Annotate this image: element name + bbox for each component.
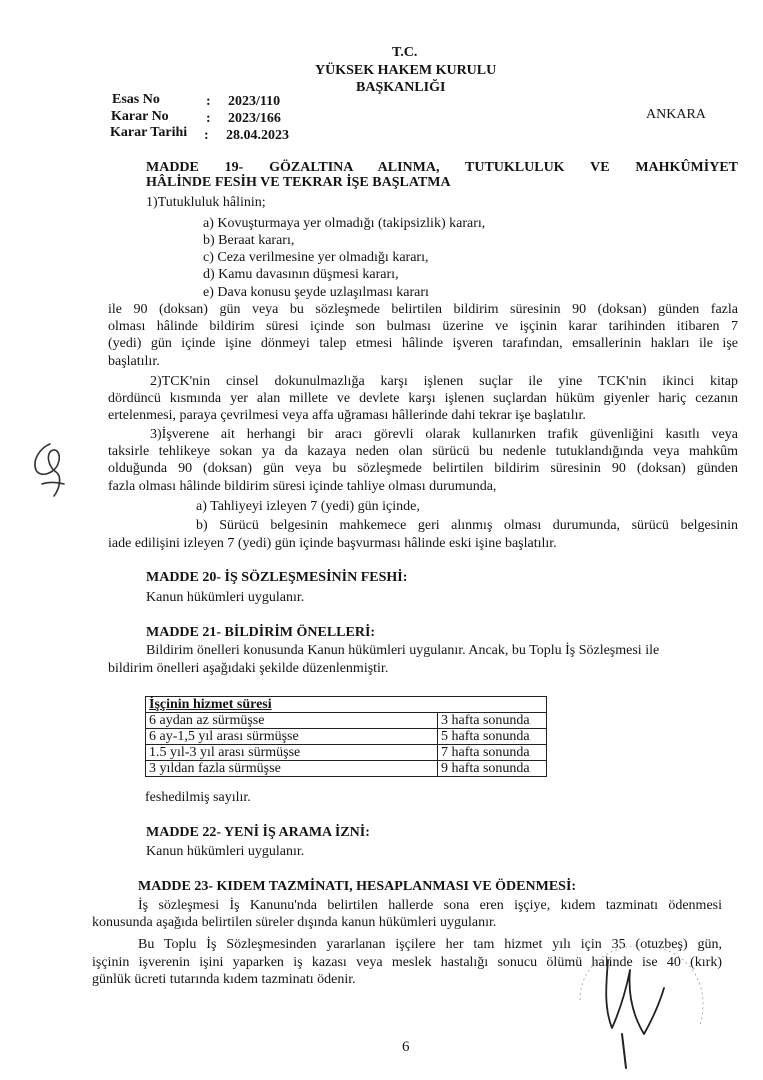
- article-21-after: feshedilmiş sayılır.: [145, 790, 251, 805]
- table-row: [146, 761, 547, 777]
- text-line: ile 90 (doksan) gün veya bu sözleşmede belirtilen bildirim süresinin 90 (doksan) günden fazla: [108, 302, 738, 317]
- meta-sep: :: [204, 128, 209, 143]
- meta-value: 28.04.2023: [226, 128, 289, 143]
- article-22-body: Kanun hükümleri uygulanır.: [146, 844, 305, 859]
- meta-label: Esas No: [112, 92, 160, 107]
- list-item: b) Beraat kararı,: [203, 233, 295, 248]
- text-line: 2)TCK'nin cinsel dokunulmazlığa karşı işlenen suçlar ile yine TCK'nin ikinci kitap: [150, 374, 738, 389]
- meta-sep: :: [206, 94, 211, 109]
- handwritten-initial: [20, 438, 80, 504]
- text-line: işçinin işverenin işini yaparken iş kazası veya meslek hastalığı sonucu ölümü halinde ise 40 (kırk): [92, 955, 722, 970]
- list-item: a) Kovuşturmaya yer olmadığı (takipsizlik) kararı,: [203, 216, 486, 231]
- text-line: İş sözleşmesi İş Kanunu'nda belirtilen hallerde sona eren işçiye, kıdem tazminatı ödenmesi: [138, 898, 722, 913]
- article-22-title: MADDE 22- YENİ İŞ ARAMA İZNİ:: [146, 825, 370, 840]
- page-number: 6: [402, 1039, 410, 1055]
- table-cell: 5 hafta sonunda: [438, 729, 547, 745]
- list-item: b) Sürücü belgesinin mahkemece geri alınmış olması durumunda, sürücü belgesinin: [196, 518, 738, 533]
- table-row: [146, 729, 547, 745]
- text-line: (yedi) gün içinde işine dönmeyi talep etmesi hâlinde işveren tarafından, emsallerinin hakları ile işe: [108, 336, 738, 351]
- text-line: olması hâlinde bildirim süresi içinde son bulması üzerine ve işçinin karar tarihinden itibaren 7: [108, 319, 738, 334]
- text-line: 3)İşverene ait herhangi bir aracı görevli olarak kullanırken trafik güvenliğini kasıtlı veya: [150, 427, 738, 442]
- list-item: d) Kamu davasının düşmesi kararı,: [203, 267, 399, 282]
- article-21-body: Bildirim önelleri konusunda Kanun hükümleri uygulanır. Ancak, bu Toplu İş Sözleşmesi ile: [146, 643, 660, 658]
- paragraph-1: 1)Tutukluluk hâlinin;: [146, 195, 266, 210]
- article-23-title: MADDE 23- KIDEM TAZMİNATI, HESAPLANMASI VE ÖDENMESİ:: [138, 879, 577, 894]
- table-cell: 7 hafta sonunda: [438, 745, 547, 761]
- list-item: a) Tahliyeyi izleyen 7 (yedi) gün içinde,: [196, 499, 420, 514]
- header-presidency: BAŞKANLIĞI: [356, 80, 446, 95]
- article-21-body: bildirim önelleri aşağıdaki şekilde düzenlenmiştir.: [108, 661, 389, 676]
- text-line: başlatılır.: [108, 354, 160, 369]
- text-line: Bu Toplu İş Sözleşmesinden yararlanan işçilere her tam hizmet yılı için 35 (otuzbeş) gün,: [138, 937, 722, 952]
- text-line: günlük ücreti tutarında kıdem tazminatı ödenir.: [92, 972, 356, 987]
- table-cell: 9 hafta sonunda: [438, 761, 547, 777]
- text-line: taksirle tehlikeye sokan ya da kazaya neden olan sürücü bu nedenle tutuklandığında veya mahkûm: [108, 444, 738, 459]
- text-line: fazla olması hâlinde bildirim süresi içinde tahliye olması durumunda,: [108, 479, 497, 494]
- table-cell: 3 yıldan fazla sürmüşse: [146, 761, 438, 777]
- header-tc: T.C.: [392, 45, 418, 60]
- list-item: e) Dava konusu şeyde uzlaşılması kararı: [203, 285, 429, 300]
- meta-value: 2023/110: [228, 94, 281, 109]
- article-20-body: Kanun hükümleri uygulanır.: [146, 590, 305, 605]
- meta-sep: :: [206, 111, 211, 126]
- table-cell: 6 aydan az sürmüşse: [146, 713, 438, 729]
- article-20-title: MADDE 20- İŞ SÖZLEŞMESİNİN FESHİ:: [146, 570, 408, 585]
- table-cell: 6 ay-1,5 yıl arası sürmüşse: [146, 729, 438, 745]
- signature-and-stamp: [560, 930, 720, 1070]
- table-row: [146, 713, 547, 729]
- text-line: ertelenmesi, paraya çevrilmesi veya affa uğraması hâllerinde dahi tekrar işe başlatılır.: [108, 408, 586, 423]
- article-19-title-line1: MADDE 19- GÖZALTINA ALINMA, TUTUKLULUK VE MAHKÛMİYET: [146, 160, 738, 175]
- meta-value: 2023/166: [228, 111, 281, 126]
- text-line: dördüncü kısmında yer alan millete ve devlete karşı işlenen suçlardan hüküm giyenler hariç cezanın: [108, 391, 738, 406]
- city: ANKARA: [646, 107, 706, 122]
- table-row: [146, 745, 547, 761]
- meta-label: Karar No: [111, 109, 169, 124]
- text-line: iade edilişini izleyen 7 (yedi) gün içinde başvurması hâlinde eski işine başlatılır.: [108, 536, 557, 551]
- header-institution: YÜKSEK HAKEM KURULU: [315, 63, 497, 78]
- text-line: konusunda aşağıda belirtilen süreler dışında kanun hükümleri uygulanır.: [92, 915, 497, 930]
- meta-label: Karar Tarihi: [110, 125, 188, 140]
- table-header: İşçinin hizmet süresi: [146, 697, 547, 713]
- text-line: olduğunda 90 (doksan) gün veya bu sözleşmede belirtilen bildirim süresinin 90 (doksan) günden: [108, 461, 738, 476]
- table-cell: 3 hafta sonunda: [438, 713, 547, 729]
- list-item: c) Ceza verilmesine yer olmadığı kararı,: [203, 250, 429, 265]
- table-header-row: [146, 697, 547, 713]
- table-cell: 1.5 yıl-3 yıl arası sürmüşse: [146, 745, 438, 761]
- article-21-title: MADDE 21- BİLDİRİM ÖNELLERİ:: [146, 625, 376, 640]
- notice-period-table: [145, 696, 547, 777]
- article-19-title-line2: HÂLİNDE FESİH VE TEKRAR İŞE BAŞLATMA: [146, 175, 451, 190]
